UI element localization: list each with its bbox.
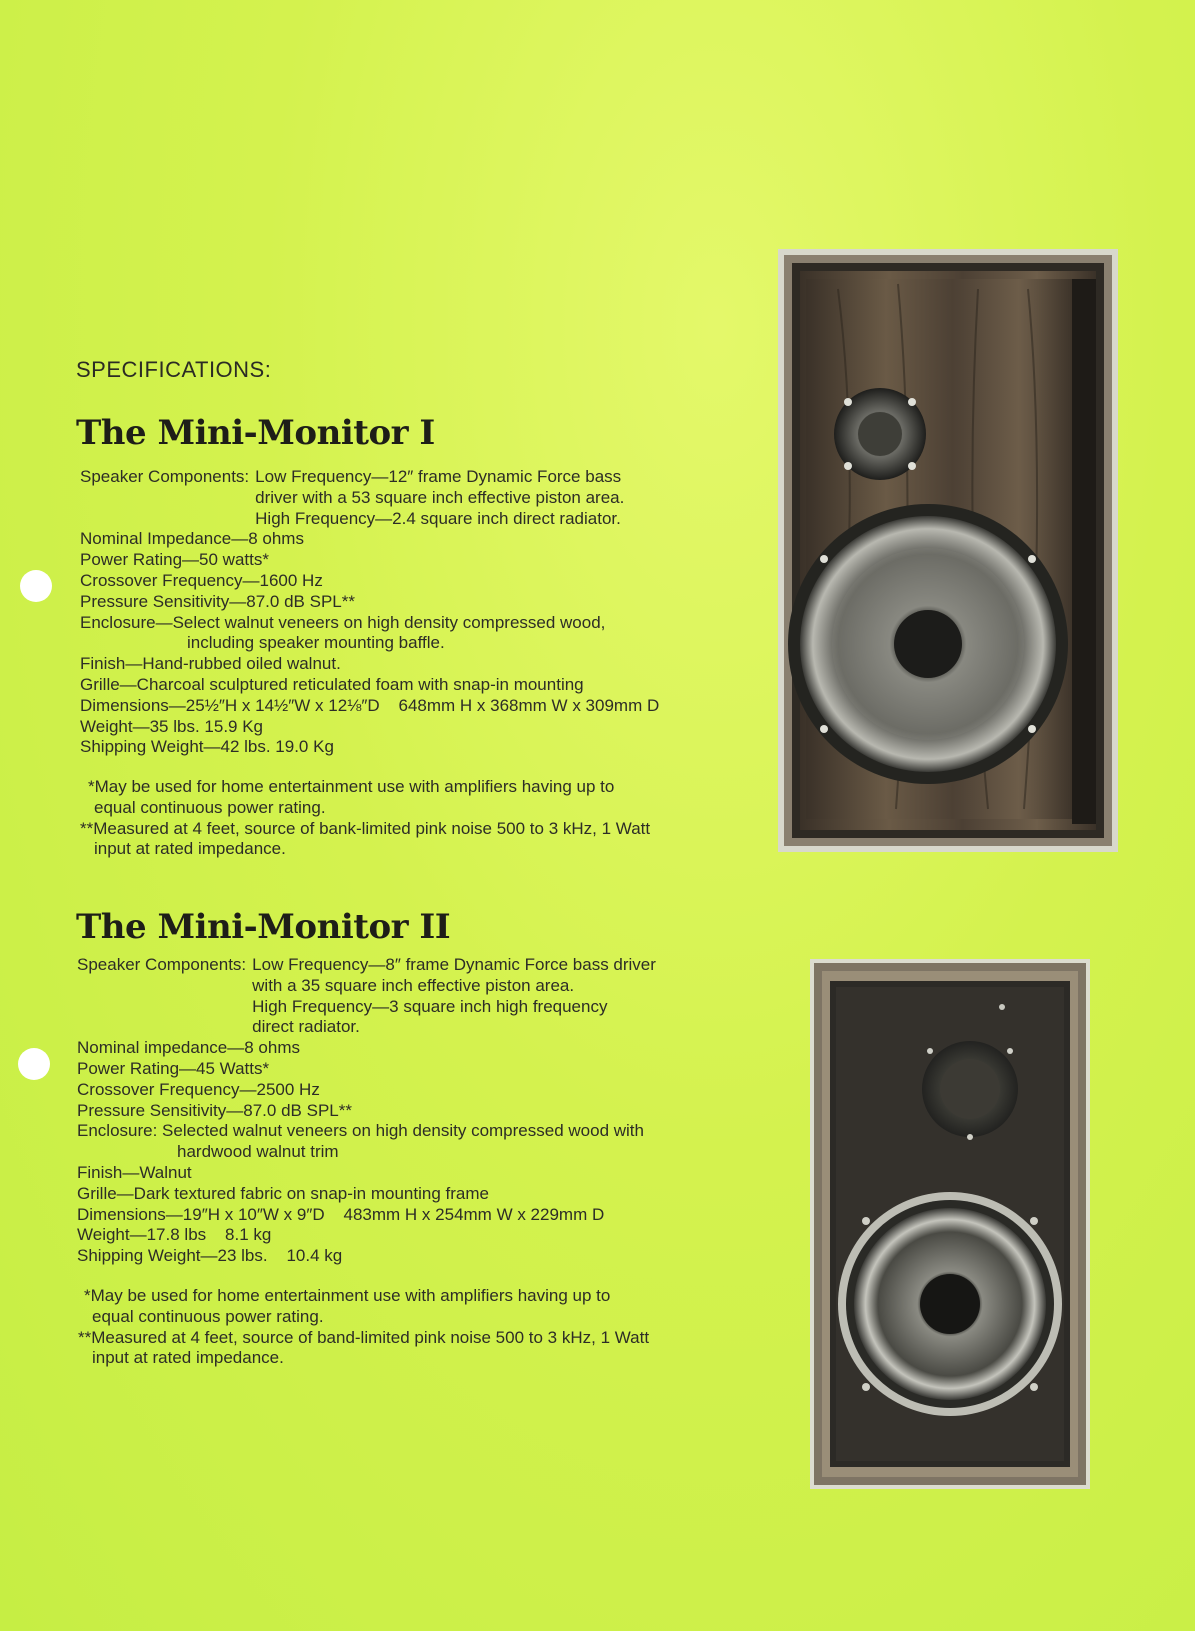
spec-row: Weight—17.8 lbs 8.1 kg [77, 1225, 272, 1245]
spec-row-continued: including speaker mounting baffle. [187, 633, 445, 653]
speaker-2-illustration [810, 959, 1090, 1489]
footnote-continued: input at rated impedance. [92, 1348, 284, 1368]
speaker-components-label: Speaker Components: [80, 467, 250, 486]
spec-row: Dimensions—19″H x 10″W x 9″D 483mm H x 254mm W x 229mm D [77, 1204, 605, 1224]
footnote-continued: equal continuous power rating. [92, 1306, 324, 1326]
speaker-photo-mini-monitor-1 [778, 249, 1118, 852]
spec-row: Power Rating—45 Watts* [77, 1058, 270, 1078]
speaker-photo-mini-monitor-2 [810, 959, 1090, 1489]
spec-row: Crossover Frequency—2500 Hz [77, 1079, 320, 1099]
binder-hole-top [20, 570, 52, 602]
spec-row: Power Rating—50 watts* [80, 550, 269, 570]
speaker-components-label: Speaker Components: [77, 955, 247, 974]
spec-line: direct radiator. [252, 1017, 360, 1037]
spec-row: Crossover Frequency—1600 Hz [80, 570, 323, 590]
footnote: **Measured at 4 feet, source of bank-limited pink noise 500 to 3 kHz, 1 Watt [80, 818, 651, 838]
mini-monitor-1-footnotes [80, 777, 651, 860]
spec-row: Grille—Charcoal sculptured reticulated foam with snap-in mounting [80, 674, 584, 694]
spec-row: Dimensions—25½″H x 14½″W x 12⅛″D 648mm H x 368mm W x 309mm D [80, 695, 660, 715]
footnote: **Measured at 4 feet, source of band-limited pink noise 500 to 3 kHz, 1 Watt [78, 1327, 650, 1347]
spec-row: Pressure Sensitivity—87.0 dB SPL** [80, 591, 355, 611]
mini-monitor-1-specs [80, 467, 659, 758]
spec-row-continued: hardwood walnut trim [177, 1142, 339, 1162]
spec-row: Enclosure—Select walnut veneers on high density compressed wood, [80, 612, 606, 632]
footnote: *May be used for home entertainment use with amplifiers having up to [84, 1286, 611, 1305]
footnote: *May be used for home entertainment use with amplifiers having up to [88, 777, 615, 796]
specifications-heading: SPECIFICATIONS: [76, 357, 272, 382]
spec-line: Low Frequency—8″ frame Dynamic Force bass driver [252, 955, 656, 974]
speaker-components [80, 467, 659, 529]
speaker-components [77, 955, 656, 1038]
footnote-continued: input at rated impedance. [94, 839, 286, 859]
spec-row: Grille—Dark textured fabric on snap-in mounting frame [77, 1183, 489, 1203]
spec-row: Shipping Weight—42 lbs. 19.0 Kg [80, 737, 334, 757]
footnote-continued: equal continuous power rating. [94, 797, 326, 817]
spec-row: Finish—Walnut [77, 1162, 192, 1182]
spec-line: High Frequency—2.4 square inch direct radiator. [255, 508, 621, 528]
spec-row: Nominal Impedance—8 ohms [80, 529, 304, 549]
speaker-1-illustration [778, 249, 1118, 852]
spec-line: High Frequency—3 square inch high frequency [252, 996, 608, 1016]
binder-hole-bottom [18, 1048, 50, 1080]
spec-row: Weight—35 lbs. 15.9 Kg [80, 716, 264, 736]
spec-row: Finish—Hand-rubbed oiled walnut. [80, 654, 341, 674]
spec-row: Nominal impedance—8 ohms [77, 1038, 300, 1058]
spec-line: driver with a 53 square inch effective piston area. [255, 487, 625, 507]
spec-row: Enclosure: Selected walnut veneers on high density compressed wood with [77, 1121, 644, 1141]
mini-monitor-1-title: The Mini-Monitor I [76, 413, 435, 453]
mini-monitor-2-title: The Mini-Monitor II [76, 907, 451, 947]
mini-monitor-2-footnotes [80, 1286, 649, 1369]
spec-line: Low Frequency—12″ frame Dynamic Force bass [255, 467, 622, 486]
spec-row: Pressure Sensitivity—87.0 dB SPL** [77, 1100, 352, 1120]
spec-row: Shipping Weight—23 lbs. 10.4 kg [77, 1246, 343, 1266]
mini-monitor-2-specs [77, 955, 656, 1267]
spec-line: with a 35 square inch effective piston area. [252, 975, 575, 995]
